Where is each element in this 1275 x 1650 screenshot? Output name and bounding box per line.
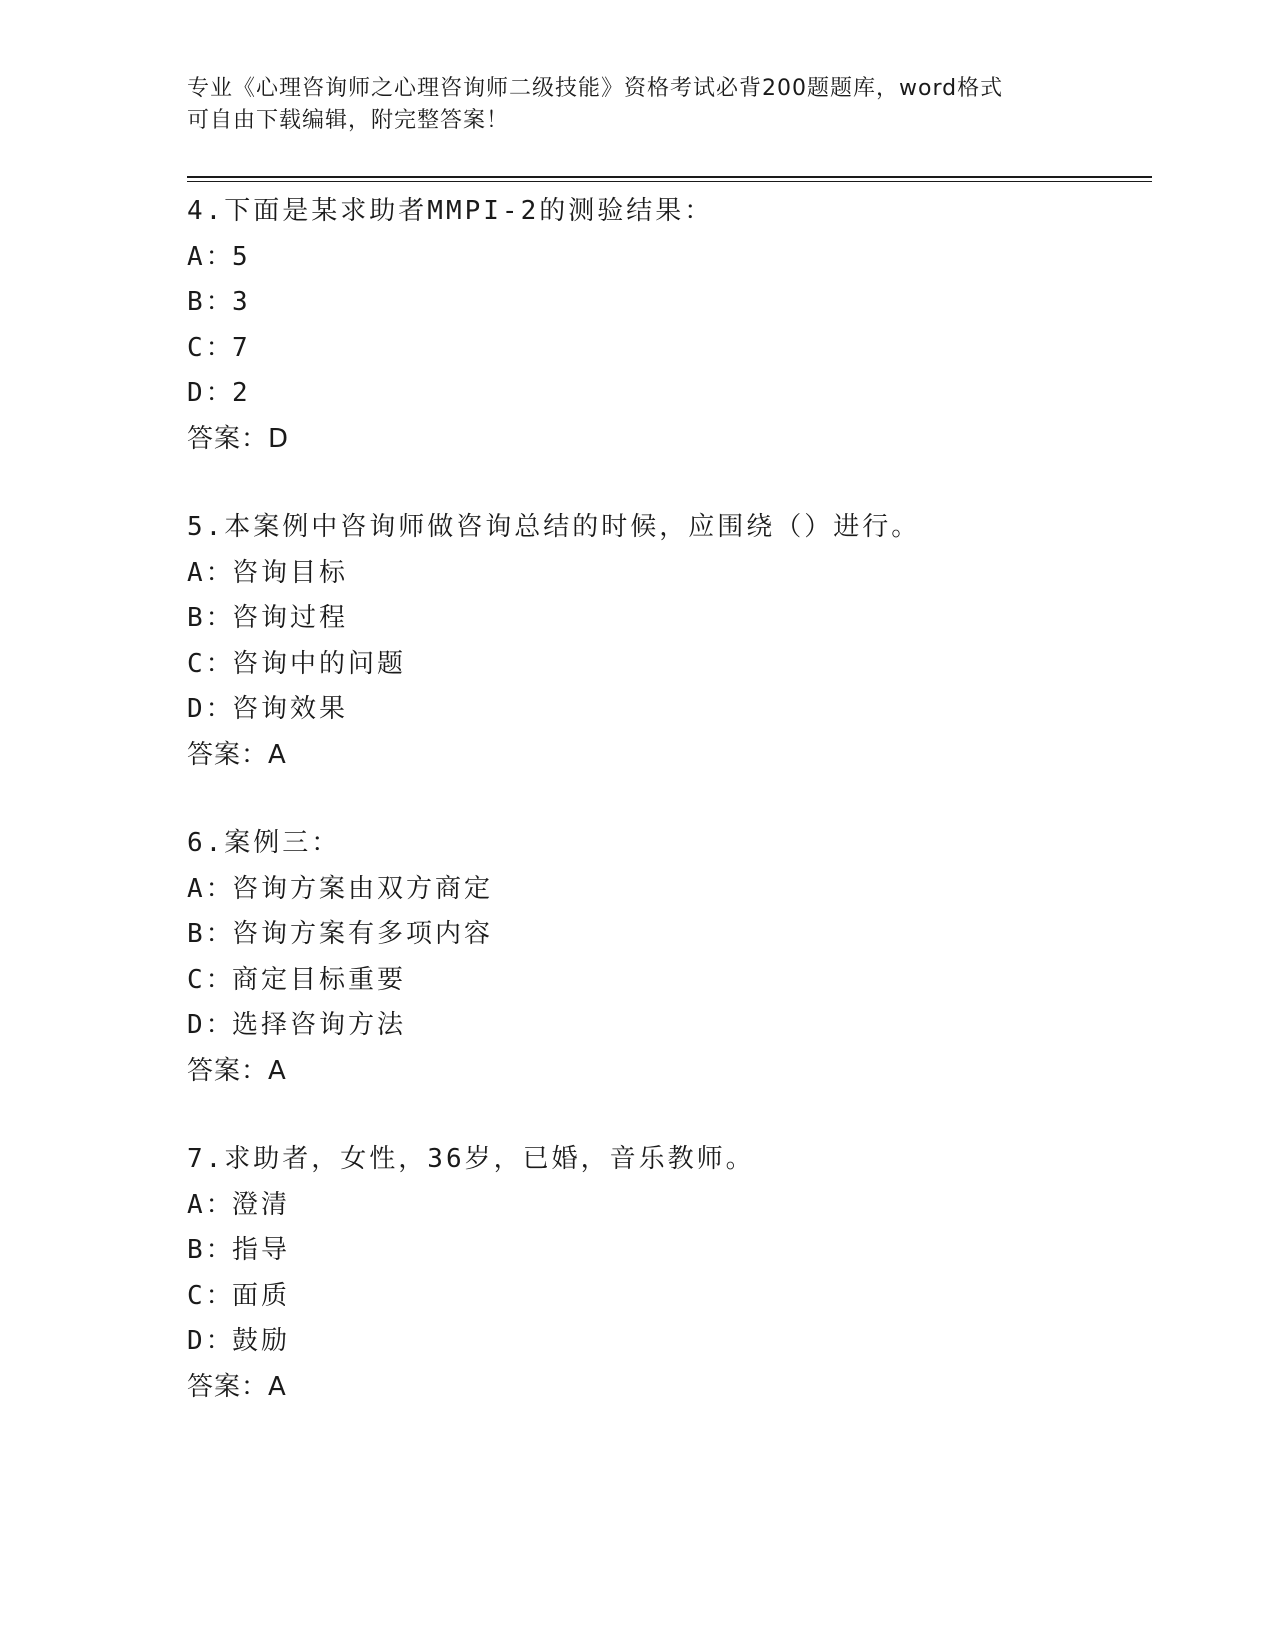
- document-header: [187, 73, 1067, 137]
- option-b: [187, 280, 1152, 326]
- option-a: [187, 867, 1152, 913]
- option-key: A：: [187, 241, 235, 272]
- header-divider-thin: [187, 181, 1152, 182]
- header-line-2: 可自由下载编辑，附完整答案！: [187, 108, 510, 133]
- answer-line: 答案：A: [187, 1055, 287, 1086]
- option-text: 3: [232, 287, 251, 317]
- question-stem: 5.本案例中咨询师做咨询总结的时候，应围绕（）进行。: [187, 512, 921, 542]
- option-a: [187, 1183, 1152, 1229]
- question-block: [187, 1137, 1152, 1410]
- option-key: C：: [187, 332, 235, 363]
- option-text: 咨询方案由双方商定: [232, 873, 494, 904]
- option-text: 5: [232, 241, 251, 272]
- option-key: B：: [187, 1235, 235, 1265]
- question-block: [187, 189, 1152, 462]
- option-text: 选择咨询方法: [232, 1010, 407, 1040]
- option-key: A：: [187, 873, 235, 904]
- option-key: A：: [187, 1189, 235, 1220]
- option-key: B：: [187, 919, 235, 949]
- option-key: B：: [187, 603, 235, 633]
- option-key: D：: [187, 694, 235, 724]
- option-d: [187, 371, 1152, 417]
- option-text: 咨询目标: [232, 557, 349, 588]
- question-block: [187, 821, 1152, 1094]
- option-key: B：: [187, 287, 235, 317]
- answer-line: 答案：D: [187, 423, 290, 454]
- option-c: [187, 1274, 1152, 1320]
- option-a: [187, 235, 1152, 281]
- option-a: [187, 551, 1152, 597]
- option-key: D：: [187, 1326, 235, 1356]
- option-text: 咨询中的问题: [232, 648, 407, 679]
- option-text: 鼓励: [232, 1326, 291, 1356]
- question-list: [187, 189, 1152, 1453]
- option-key: A：: [187, 557, 235, 588]
- option-text: 澄清: [232, 1189, 291, 1220]
- question-stem: 4.下面是某求助者MMPI-2的测验结果：: [187, 196, 714, 226]
- option-d: [187, 1003, 1152, 1049]
- question-stem: 7.求助者，女性，36岁，已婚，音乐教师。: [187, 1144, 755, 1174]
- option-text: 7: [232, 332, 251, 363]
- option-text: 咨询效果: [232, 694, 349, 724]
- option-text: 咨询方案有多项内容: [232, 919, 494, 949]
- option-c: [187, 642, 1152, 688]
- option-text: 商定目标重要: [232, 964, 407, 995]
- option-c: [187, 958, 1152, 1004]
- option-key: D：: [187, 378, 235, 408]
- answer-line: 答案：A: [187, 739, 287, 770]
- option-d: [187, 687, 1152, 733]
- option-d: [187, 1319, 1152, 1365]
- question-block: [187, 505, 1152, 778]
- header-divider-thick: [187, 176, 1152, 178]
- option-text: 咨询过程: [232, 603, 349, 633]
- header-line-1: 专业《心理咨询师之心理咨询师二级技能》资格考试必背200题题库，word格式: [187, 76, 1004, 101]
- option-text: 2: [232, 378, 251, 408]
- option-text: 指导: [232, 1235, 291, 1265]
- option-key: C：: [187, 648, 235, 679]
- option-b: [187, 1228, 1152, 1274]
- option-text: 面质: [232, 1280, 291, 1311]
- question-stem: 6.案例三：: [187, 828, 341, 858]
- answer-line: 答案：A: [187, 1371, 287, 1402]
- option-b: [187, 596, 1152, 642]
- option-b: [187, 912, 1152, 958]
- option-c: [187, 326, 1152, 372]
- option-key: D：: [187, 1010, 235, 1040]
- option-key: C：: [187, 964, 235, 995]
- option-key: C：: [187, 1280, 235, 1311]
